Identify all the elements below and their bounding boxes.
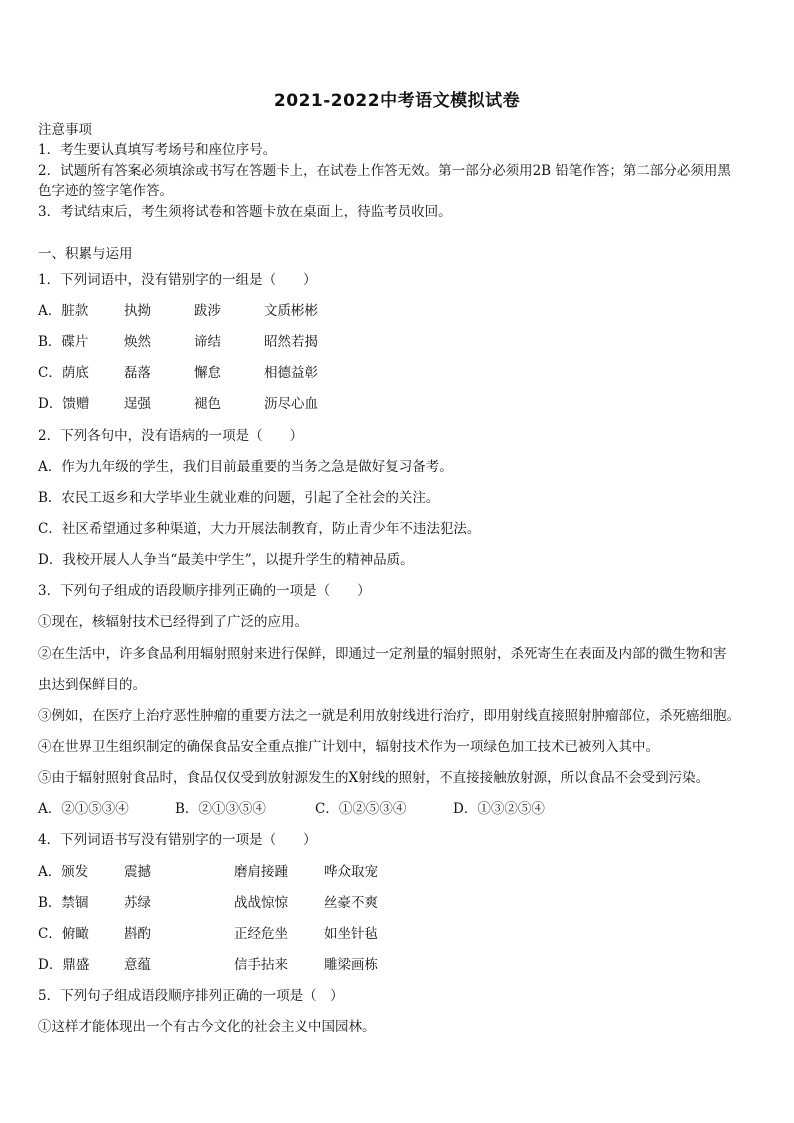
- option-cell: 战战惊惊: [234, 895, 288, 911]
- option-cell: A．颁发: [38, 864, 89, 880]
- answer-option-row: [38, 301, 318, 321]
- passage-sentence: ①这样才能体现出一个有古今文化的社会主义中国园林。: [38, 1019, 376, 1035]
- option-cell: 信手拈来: [234, 957, 288, 973]
- answer-option-row: [38, 394, 318, 414]
- notice-line: 2．试题所有答案必须填涂或书写在答题卡上，在试卷上作答无效。第一部分必须用2B 铅笔作答；第二部分必须用黑: [38, 163, 731, 179]
- option-cell: C．俯瞰: [38, 926, 89, 942]
- answer-option: B．农民工返乡和大学毕业生就业难的问题，引起了全社会的关注。: [38, 490, 440, 506]
- question-stem: 2．下列各句中，没有语病的一项是（ ）: [38, 428, 304, 444]
- option-cell: A．脏款: [38, 303, 89, 319]
- option-cell: B．禁锢: [38, 895, 89, 911]
- notice-line: 色字迹的签字笔作答。: [38, 183, 173, 199]
- option-cell: 磊落: [124, 365, 151, 381]
- option-cell: 斟酌: [124, 926, 151, 942]
- option-cell: 意蕴: [124, 957, 151, 973]
- answer-option: B．②①③⑤④: [175, 801, 266, 817]
- option-cell: 如坐针毡: [324, 926, 378, 942]
- option-cell: D．馈赠: [38, 396, 90, 412]
- option-cell: 正经危坐: [234, 926, 288, 942]
- answer-option-row: [38, 799, 545, 819]
- section-heading: 一、积累与运用: [38, 246, 133, 262]
- answer-option: A．作为九年级的学生，我们目前最重要的当务之急是做好复习备考。: [38, 459, 453, 475]
- option-cell: 哗众取宠: [324, 864, 378, 880]
- answer-option: D．①③②⑤④: [453, 801, 545, 817]
- answer-option: D．我校开展人人争当“最美中学生”，以提升学生的精神品质。: [38, 552, 414, 568]
- answer-option: C．社区希望通过多种渠道，大力开展法制教育，防止青少年不违法犯法。: [38, 521, 481, 537]
- question-stem: 4．下列词语书写没有错别字的一项是（ ）: [38, 832, 317, 848]
- option-cell: 文质彬彬: [264, 303, 318, 319]
- option-cell: D．鼎盛: [38, 957, 90, 973]
- notice-heading: 注意事项: [38, 122, 92, 138]
- option-cell: B．碟片: [38, 334, 89, 350]
- notice-line: 3．考试结束后，考生须将试卷和答题卡放在桌面上，待监考员收回。: [38, 204, 452, 220]
- option-cell: 褪色: [194, 396, 221, 412]
- option-cell: 执拗: [124, 303, 151, 319]
- option-cell: C．荫底: [38, 365, 89, 381]
- answer-option-row: [38, 363, 318, 383]
- option-cell: 懈怠: [194, 365, 221, 381]
- option-cell: 沥尽心血: [264, 396, 318, 412]
- answer-option-row: [38, 955, 378, 975]
- answer-option-row: [38, 862, 378, 882]
- option-cell: 苏绿: [124, 895, 151, 911]
- question-stem: 5．下列句子组成语段顺序排列正确的一项是（ ）: [38, 988, 344, 1004]
- passage-sentence: ①现在，核辐射技术已经得到了广泛的应用。: [38, 614, 308, 630]
- option-cell: 震撼: [124, 864, 151, 880]
- option-cell: 磨肩接踵: [234, 864, 288, 880]
- answer-option: C．①②⑤③④: [315, 801, 407, 817]
- question-stem: 1．下列词语中，没有错别字的一组是（ ）: [38, 272, 317, 288]
- notice-line: 1．考生要认真填写考场号和座位序号。: [38, 142, 277, 158]
- option-cell: 雕梁画栋: [324, 957, 378, 973]
- answer-option-row: [38, 332, 318, 352]
- option-cell: 焕然: [124, 334, 151, 350]
- question-stem: 3．下列句子组成的语段顺序排列正确的一项是（ ）: [38, 583, 371, 599]
- option-cell: 谛结: [194, 334, 221, 350]
- passage-sentence: ③例如，在医疗上治疗恶性肿瘤的重要方法之一就是利用放射线进行治疗，即用射线直接照射肿瘤部位，杀死癌细胞。: [38, 708, 740, 724]
- answer-option-row: [38, 893, 378, 913]
- option-cell: 昭然若揭: [264, 334, 318, 350]
- option-cell: 逞强: [124, 396, 151, 412]
- option-cell: 相德益彰: [264, 365, 318, 381]
- passage-sentence: ②在生活中，许多食品利用辐射照射来进行保鲜，即通过一定剂量的辐射照射，杀死寄生在表面及内部的微生物和害: [38, 646, 727, 662]
- passage-sentence: 虫达到保鲜目的。: [38, 677, 146, 693]
- option-cell: 丝豪不爽: [324, 895, 378, 911]
- passage-sentence: ⑤由于辐射照射食品时，食品仅仅受到放射源发生的X射线的照射，不直接接触放射源，所以食品不会受到污染。: [38, 770, 710, 786]
- answer-option-row: [38, 924, 378, 944]
- passage-sentence: ④在世界卫生组织制定的确保食品安全重点推广计划中，辐射技术作为一项绿色加工技术已被列入其中。: [38, 739, 659, 755]
- answer-option: A．②①⑤③④: [38, 801, 129, 817]
- option-cell: 跋涉: [194, 303, 221, 319]
- exam-title: 2021-2022中考语文模拟试卷: [273, 91, 521, 111]
